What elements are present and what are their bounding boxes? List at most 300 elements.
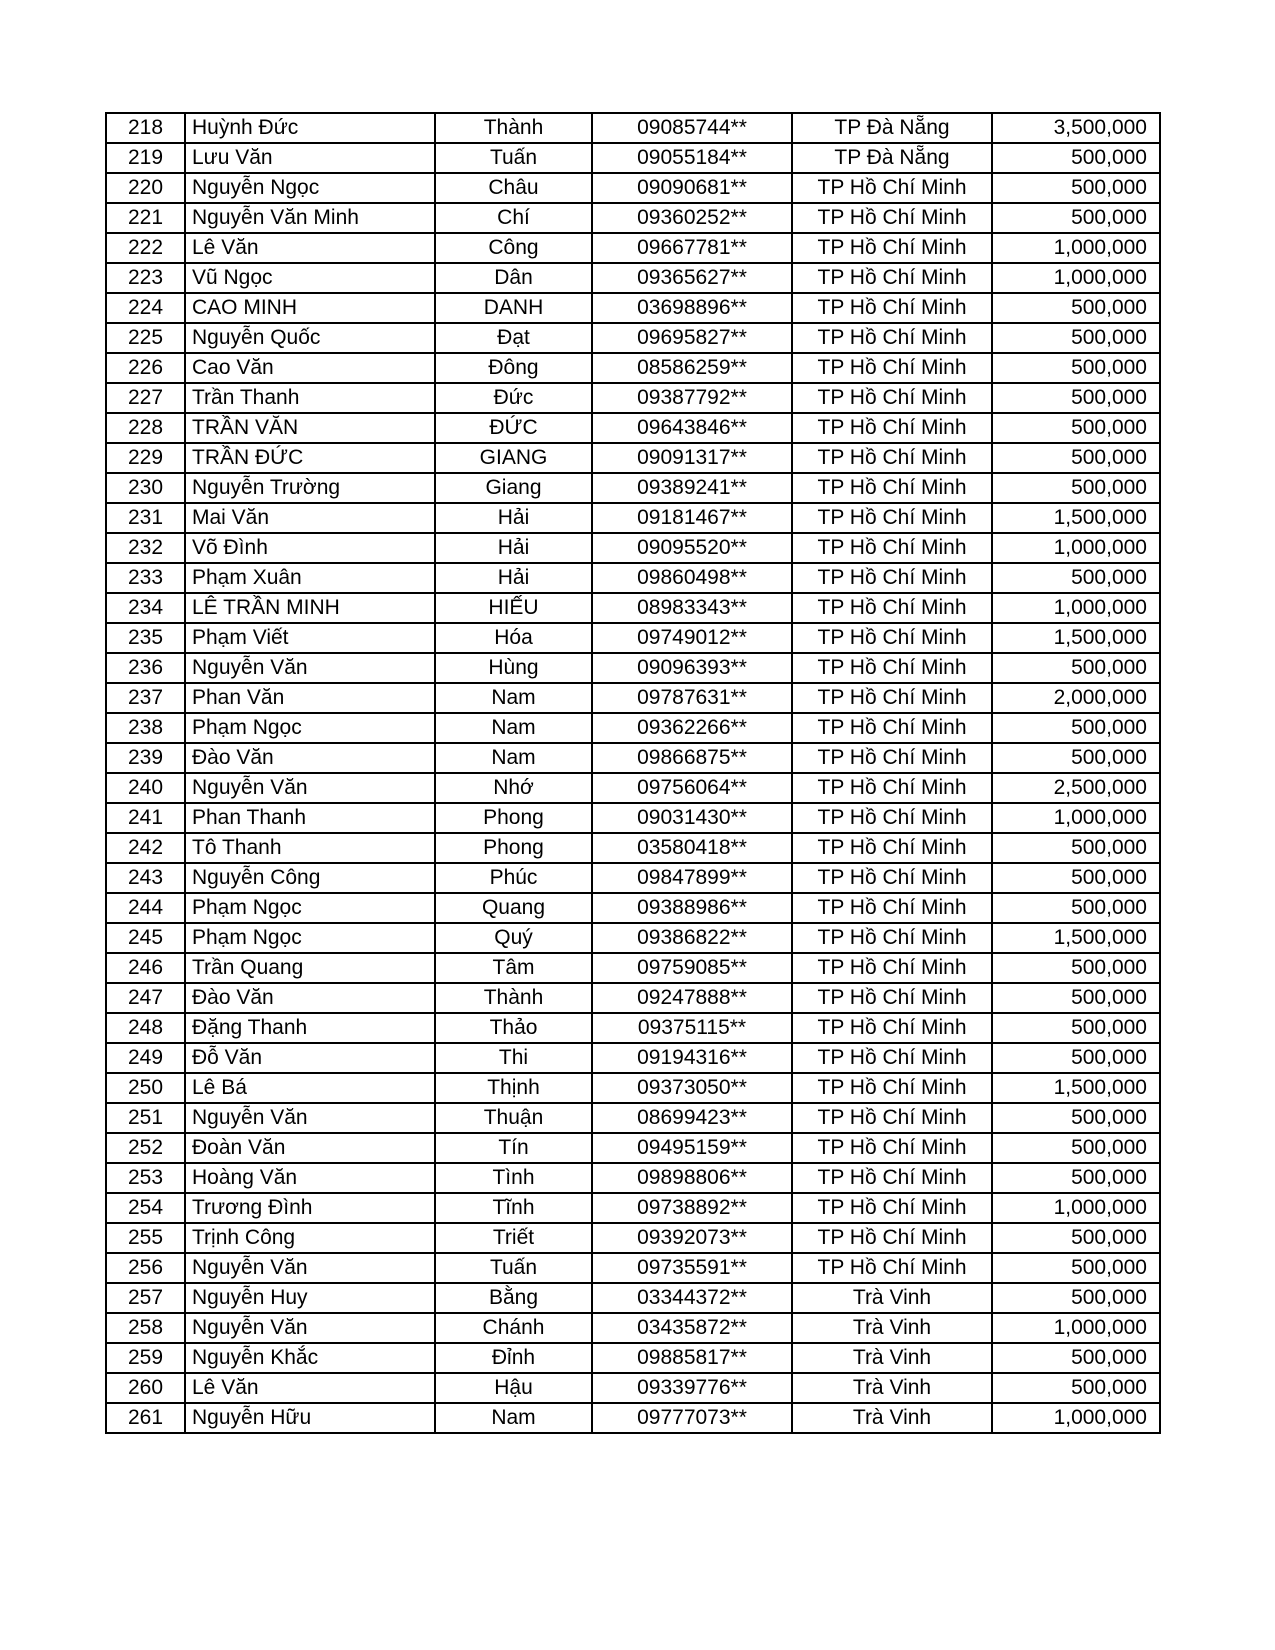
phone-cell: 03344372** <box>592 1283 792 1313</box>
first-name-cell: Quý <box>435 923 592 953</box>
amount-cell: 500,000 <box>992 323 1160 353</box>
city-cell: TP Hồ Chí Minh <box>792 593 992 623</box>
amount-cell: 1,000,000 <box>992 1193 1160 1223</box>
phone-cell: 09362266** <box>592 713 792 743</box>
phone-cell: 09339776** <box>592 1373 792 1403</box>
row-number-cell: 248 <box>106 1013 185 1043</box>
last-name-cell: TRẦN VĂN <box>185 413 435 443</box>
phone-cell: 09373050** <box>592 1073 792 1103</box>
table-row <box>106 743 1160 773</box>
donor-table-body <box>106 113 1160 1433</box>
amount-cell: 500,000 <box>992 1043 1160 1073</box>
amount-cell: 500,000 <box>992 353 1160 383</box>
city-cell: TP Hồ Chí Minh <box>792 563 992 593</box>
table-row <box>106 623 1160 653</box>
phone-cell: 09860498** <box>592 563 792 593</box>
row-number-cell: 218 <box>106 113 185 143</box>
city-cell: Trà Vinh <box>792 1403 992 1433</box>
first-name-cell: GIANG <box>435 443 592 473</box>
last-name-cell: Nguyễn Hữu <box>185 1403 435 1433</box>
amount-cell: 500,000 <box>992 863 1160 893</box>
table-row <box>106 293 1160 323</box>
first-name-cell: Thuận <box>435 1103 592 1133</box>
first-name-cell: Thành <box>435 113 592 143</box>
amount-cell: 1,000,000 <box>992 1403 1160 1433</box>
row-number-cell: 223 <box>106 263 185 293</box>
last-name-cell: Phạm Xuân <box>185 563 435 593</box>
row-number-cell: 230 <box>106 473 185 503</box>
amount-cell: 500,000 <box>992 203 1160 233</box>
city-cell: TP Đà Nẵng <box>792 143 992 173</box>
last-name-cell: Nguyễn Ngọc <box>185 173 435 203</box>
table-row <box>106 833 1160 863</box>
phone-cell: 09031430** <box>592 803 792 833</box>
amount-cell: 1,500,000 <box>992 1073 1160 1103</box>
row-number-cell: 227 <box>106 383 185 413</box>
first-name-cell: Châu <box>435 173 592 203</box>
last-name-cell: Nguyễn Huy <box>185 1283 435 1313</box>
row-number-cell: 235 <box>106 623 185 653</box>
city-cell: TP Hồ Chí Minh <box>792 1073 992 1103</box>
amount-cell: 500,000 <box>992 293 1160 323</box>
row-number-cell: 226 <box>106 353 185 383</box>
amount-cell: 500,000 <box>992 983 1160 1013</box>
row-number-cell: 219 <box>106 143 185 173</box>
last-name-cell: Nguyễn Công <box>185 863 435 893</box>
first-name-cell: Tâm <box>435 953 592 983</box>
city-cell: TP Hồ Chí Minh <box>792 473 992 503</box>
table-row <box>106 1073 1160 1103</box>
last-name-cell: Đào Văn <box>185 743 435 773</box>
phone-cell: 09091317** <box>592 443 792 473</box>
city-cell: Trà Vinh <box>792 1313 992 1343</box>
table-row <box>106 863 1160 893</box>
first-name-cell: Đức <box>435 383 592 413</box>
last-name-cell: Trần Quang <box>185 953 435 983</box>
table-row <box>106 1283 1160 1313</box>
city-cell: TP Hồ Chí Minh <box>792 1103 992 1133</box>
first-name-cell: Hải <box>435 563 592 593</box>
phone-cell: 03698896** <box>592 293 792 323</box>
amount-cell: 500,000 <box>992 893 1160 923</box>
row-number-cell: 250 <box>106 1073 185 1103</box>
phone-cell: 09090681** <box>592 173 792 203</box>
phone-cell: 09738892** <box>592 1193 792 1223</box>
phone-cell: 09695827** <box>592 323 792 353</box>
first-name-cell: Tình <box>435 1163 592 1193</box>
table-row <box>106 773 1160 803</box>
row-number-cell: 247 <box>106 983 185 1013</box>
city-cell: TP Hồ Chí Minh <box>792 353 992 383</box>
first-name-cell: ĐỨC <box>435 413 592 443</box>
last-name-cell: LÊ TRẦN MINH <box>185 593 435 623</box>
first-name-cell: Tuấn <box>435 143 592 173</box>
last-name-cell: Trương Đình <box>185 1193 435 1223</box>
first-name-cell: Nhớ <box>435 773 592 803</box>
amount-cell: 1,500,000 <box>992 923 1160 953</box>
city-cell: TP Đà Nẵng <box>792 113 992 143</box>
city-cell: Trà Vinh <box>792 1373 992 1403</box>
row-number-cell: 233 <box>106 563 185 593</box>
first-name-cell: Hậu <box>435 1373 592 1403</box>
amount-cell: 500,000 <box>992 473 1160 503</box>
phone-cell: 09389241** <box>592 473 792 503</box>
row-number-cell: 245 <box>106 923 185 953</box>
amount-cell: 1,000,000 <box>992 233 1160 263</box>
phone-cell: 09756064** <box>592 773 792 803</box>
first-name-cell: Bằng <box>435 1283 592 1313</box>
table-row <box>106 1193 1160 1223</box>
first-name-cell: Hóa <box>435 623 592 653</box>
city-cell: TP Hồ Chí Minh <box>792 233 992 263</box>
amount-cell: 1,000,000 <box>992 263 1160 293</box>
row-number-cell: 238 <box>106 713 185 743</box>
city-cell: TP Hồ Chí Minh <box>792 503 992 533</box>
last-name-cell: Lê Văn <box>185 233 435 263</box>
last-name-cell: CAO MINH <box>185 293 435 323</box>
amount-cell: 500,000 <box>992 1253 1160 1283</box>
city-cell: TP Hồ Chí Minh <box>792 1193 992 1223</box>
row-number-cell: 229 <box>106 443 185 473</box>
last-name-cell: Trịnh Công <box>185 1223 435 1253</box>
last-name-cell: TRẦN ĐỨC <box>185 443 435 473</box>
table-row <box>106 203 1160 233</box>
row-number-cell: 261 <box>106 1403 185 1433</box>
phone-cell: 09866875** <box>592 743 792 773</box>
city-cell: TP Hồ Chí Minh <box>792 1253 992 1283</box>
city-cell: TP Hồ Chí Minh <box>792 323 992 353</box>
first-name-cell: Tĩnh <box>435 1193 592 1223</box>
amount-cell: 500,000 <box>992 1163 1160 1193</box>
table-row <box>106 893 1160 923</box>
last-name-cell: Lê Văn <box>185 1373 435 1403</box>
last-name-cell: Phan Văn <box>185 683 435 713</box>
table-row <box>106 353 1160 383</box>
table-row <box>106 953 1160 983</box>
amount-cell: 500,000 <box>992 443 1160 473</box>
city-cell: Trà Vinh <box>792 1343 992 1373</box>
row-number-cell: 259 <box>106 1343 185 1373</box>
first-name-cell: Đông <box>435 353 592 383</box>
last-name-cell: Phạm Viết <box>185 623 435 653</box>
phone-cell: 09392073** <box>592 1223 792 1253</box>
amount-cell: 500,000 <box>992 383 1160 413</box>
amount-cell: 1,500,000 <box>992 623 1160 653</box>
row-number-cell: 221 <box>106 203 185 233</box>
phone-cell: 08699423** <box>592 1103 792 1133</box>
amount-cell: 1,500,000 <box>992 503 1160 533</box>
city-cell: TP Hồ Chí Minh <box>792 743 992 773</box>
last-name-cell: Võ Đình <box>185 533 435 563</box>
phone-cell: 09749012** <box>592 623 792 653</box>
city-cell: TP Hồ Chí Minh <box>792 653 992 683</box>
row-number-cell: 241 <box>106 803 185 833</box>
row-number-cell: 232 <box>106 533 185 563</box>
table-row <box>106 383 1160 413</box>
row-number-cell: 220 <box>106 173 185 203</box>
amount-cell: 500,000 <box>992 173 1160 203</box>
amount-cell: 3,500,000 <box>992 113 1160 143</box>
first-name-cell: Nam <box>435 743 592 773</box>
amount-cell: 1,000,000 <box>992 593 1160 623</box>
row-number-cell: 256 <box>106 1253 185 1283</box>
phone-cell: 09181467** <box>592 503 792 533</box>
amount-cell: 500,000 <box>992 743 1160 773</box>
row-number-cell: 252 <box>106 1133 185 1163</box>
city-cell: TP Hồ Chí Minh <box>792 863 992 893</box>
row-number-cell: 243 <box>106 863 185 893</box>
phone-cell: 09495159** <box>592 1133 792 1163</box>
table-row <box>106 1163 1160 1193</box>
first-name-cell: Hùng <box>435 653 592 683</box>
table-row <box>106 263 1160 293</box>
row-number-cell: 224 <box>106 293 185 323</box>
amount-cell: 2,000,000 <box>992 683 1160 713</box>
table-row <box>106 1343 1160 1373</box>
city-cell: TP Hồ Chí Minh <box>792 383 992 413</box>
phone-cell: 09085744** <box>592 113 792 143</box>
row-number-cell: 254 <box>106 1193 185 1223</box>
first-name-cell: Quang <box>435 893 592 923</box>
last-name-cell: Lưu Văn <box>185 143 435 173</box>
row-number-cell: 234 <box>106 593 185 623</box>
table-row <box>106 1223 1160 1253</box>
first-name-cell: Giang <box>435 473 592 503</box>
table-row <box>106 593 1160 623</box>
city-cell: TP Hồ Chí Minh <box>792 953 992 983</box>
last-name-cell: Nguyễn Văn <box>185 1103 435 1133</box>
last-name-cell: Huỳnh Đức <box>185 113 435 143</box>
first-name-cell: Triết <box>435 1223 592 1253</box>
amount-cell: 500,000 <box>992 953 1160 983</box>
table-row <box>106 113 1160 143</box>
row-number-cell: 249 <box>106 1043 185 1073</box>
amount-cell: 500,000 <box>992 833 1160 863</box>
amount-cell: 500,000 <box>992 1103 1160 1133</box>
donor-table <box>105 112 1161 1434</box>
amount-cell: 500,000 <box>992 1343 1160 1373</box>
amount-cell: 1,000,000 <box>992 803 1160 833</box>
phone-cell: 09898806** <box>592 1163 792 1193</box>
first-name-cell: Hải <box>435 503 592 533</box>
last-name-cell: Nguyễn Văn <box>185 653 435 683</box>
first-name-cell: Công <box>435 233 592 263</box>
row-number-cell: 257 <box>106 1283 185 1313</box>
last-name-cell: Nguyễn Trường <box>185 473 435 503</box>
phone-cell: 03580418** <box>592 833 792 863</box>
phone-cell: 09847899** <box>592 863 792 893</box>
row-number-cell: 222 <box>106 233 185 263</box>
first-name-cell: Dân <box>435 263 592 293</box>
row-number-cell: 228 <box>106 413 185 443</box>
phone-cell: 09643846** <box>592 413 792 443</box>
row-number-cell: 253 <box>106 1163 185 1193</box>
last-name-cell: Đặng Thanh <box>185 1013 435 1043</box>
table-row <box>106 713 1160 743</box>
table-row <box>106 1013 1160 1043</box>
city-cell: TP Hồ Chí Minh <box>792 533 992 563</box>
amount-cell: 1,000,000 <box>992 533 1160 563</box>
phone-cell: 09096393** <box>592 653 792 683</box>
last-name-cell: Phạm Ngọc <box>185 713 435 743</box>
last-name-cell: Nguyễn Khắc <box>185 1343 435 1373</box>
first-name-cell: Chánh <box>435 1313 592 1343</box>
first-name-cell: Thành <box>435 983 592 1013</box>
last-name-cell: Phan Thanh <box>185 803 435 833</box>
city-cell: TP Hồ Chí Minh <box>792 833 992 863</box>
city-cell: TP Hồ Chí Minh <box>792 443 992 473</box>
last-name-cell: Nguyễn Văn <box>185 773 435 803</box>
last-name-cell: Cao Văn <box>185 353 435 383</box>
city-cell: TP Hồ Chí Minh <box>792 263 992 293</box>
row-number-cell: 251 <box>106 1103 185 1133</box>
last-name-cell: Đoàn Văn <box>185 1133 435 1163</box>
phone-cell: 03435872** <box>592 1313 792 1343</box>
phone-cell: 09375115** <box>592 1013 792 1043</box>
table-row <box>106 1103 1160 1133</box>
phone-cell: 08586259** <box>592 353 792 383</box>
phone-cell: 09360252** <box>592 203 792 233</box>
amount-cell: 500,000 <box>992 1373 1160 1403</box>
row-number-cell: 246 <box>106 953 185 983</box>
row-number-cell: 244 <box>106 893 185 923</box>
last-name-cell: Vũ Ngọc <box>185 263 435 293</box>
amount-cell: 1,000,000 <box>992 1313 1160 1343</box>
amount-cell: 500,000 <box>992 1283 1160 1313</box>
amount-cell: 500,000 <box>992 1223 1160 1253</box>
first-name-cell: Nam <box>435 683 592 713</box>
table-row <box>106 1253 1160 1283</box>
amount-cell: 500,000 <box>992 1013 1160 1043</box>
first-name-cell: Thi <box>435 1043 592 1073</box>
city-cell: TP Hồ Chí Minh <box>792 623 992 653</box>
table-row <box>106 683 1160 713</box>
phone-cell: 09387792** <box>592 383 792 413</box>
city-cell: TP Hồ Chí Minh <box>792 413 992 443</box>
table-row <box>106 803 1160 833</box>
table-row <box>106 473 1160 503</box>
phone-cell: 09386822** <box>592 923 792 953</box>
row-number-cell: 260 <box>106 1373 185 1403</box>
phone-cell: 09667781** <box>592 233 792 263</box>
amount-cell: 500,000 <box>992 563 1160 593</box>
city-cell: Trà Vinh <box>792 1283 992 1313</box>
row-number-cell: 225 <box>106 323 185 353</box>
last-name-cell: Nguyễn Văn Minh <box>185 203 435 233</box>
table-row <box>106 503 1160 533</box>
last-name-cell: Nguyễn Văn <box>185 1253 435 1283</box>
row-number-cell: 239 <box>106 743 185 773</box>
table-row <box>106 1403 1160 1433</box>
city-cell: TP Hồ Chí Minh <box>792 773 992 803</box>
first-name-cell: Tín <box>435 1133 592 1163</box>
city-cell: TP Hồ Chí Minh <box>792 293 992 323</box>
first-name-cell: Hải <box>435 533 592 563</box>
city-cell: TP Hồ Chí Minh <box>792 173 992 203</box>
row-number-cell: 236 <box>106 653 185 683</box>
city-cell: TP Hồ Chí Minh <box>792 713 992 743</box>
city-cell: TP Hồ Chí Minh <box>792 1163 992 1193</box>
phone-cell: 09194316** <box>592 1043 792 1073</box>
city-cell: TP Hồ Chí Minh <box>792 1013 992 1043</box>
table-row <box>106 923 1160 953</box>
amount-cell: 500,000 <box>992 713 1160 743</box>
phone-cell: 09095520** <box>592 533 792 563</box>
table-row <box>106 323 1160 353</box>
phone-cell: 09787631** <box>592 683 792 713</box>
table-row <box>106 533 1160 563</box>
table-row <box>106 443 1160 473</box>
first-name-cell: Thịnh <box>435 1073 592 1103</box>
last-name-cell: Phạm Ngọc <box>185 923 435 953</box>
row-number-cell: 242 <box>106 833 185 863</box>
row-number-cell: 240 <box>106 773 185 803</box>
table-row <box>106 1313 1160 1343</box>
phone-cell: 09885817** <box>592 1343 792 1373</box>
city-cell: TP Hồ Chí Minh <box>792 1133 992 1163</box>
first-name-cell: HIẾU <box>435 593 592 623</box>
first-name-cell: Nam <box>435 1403 592 1433</box>
city-cell: TP Hồ Chí Minh <box>792 1223 992 1253</box>
first-name-cell: Thảo <box>435 1013 592 1043</box>
amount-cell: 500,000 <box>992 413 1160 443</box>
table-row <box>106 1373 1160 1403</box>
last-name-cell: Đỗ Văn <box>185 1043 435 1073</box>
phone-cell: 09735591** <box>592 1253 792 1283</box>
table-row <box>106 173 1160 203</box>
table-row <box>106 653 1160 683</box>
city-cell: TP Hồ Chí Minh <box>792 983 992 1013</box>
last-name-cell: Hoàng Văn <box>185 1163 435 1193</box>
city-cell: TP Hồ Chí Minh <box>792 203 992 233</box>
phone-cell: 09759085** <box>592 953 792 983</box>
phone-cell: 09365627** <box>592 263 792 293</box>
phone-cell: 09055184** <box>592 143 792 173</box>
first-name-cell: Phong <box>435 803 592 833</box>
last-name-cell: Nguyễn Văn <box>185 1313 435 1343</box>
phone-cell: 09247888** <box>592 983 792 1013</box>
first-name-cell: Đạt <box>435 323 592 353</box>
first-name-cell: Phong <box>435 833 592 863</box>
first-name-cell: Đỉnh <box>435 1343 592 1373</box>
table-row <box>106 233 1160 263</box>
amount-cell: 2,500,000 <box>992 773 1160 803</box>
first-name-cell: Phúc <box>435 863 592 893</box>
row-number-cell: 258 <box>106 1313 185 1343</box>
first-name-cell: Nam <box>435 713 592 743</box>
city-cell: TP Hồ Chí Minh <box>792 923 992 953</box>
row-number-cell: 255 <box>106 1223 185 1253</box>
phone-cell: 09388986** <box>592 893 792 923</box>
city-cell: TP Hồ Chí Minh <box>792 1043 992 1073</box>
table-row <box>106 413 1160 443</box>
table-row <box>106 1043 1160 1073</box>
last-name-cell: Mai Văn <box>185 503 435 533</box>
first-name-cell: Tuấn <box>435 1253 592 1283</box>
phone-cell: 09777073** <box>592 1403 792 1433</box>
city-cell: TP Hồ Chí Minh <box>792 893 992 923</box>
first-name-cell: DANH <box>435 293 592 323</box>
phone-cell: 08983343** <box>592 593 792 623</box>
last-name-cell: Trần Thanh <box>185 383 435 413</box>
city-cell: TP Hồ Chí Minh <box>792 683 992 713</box>
first-name-cell: Chí <box>435 203 592 233</box>
table-row <box>106 563 1160 593</box>
amount-cell: 500,000 <box>992 143 1160 173</box>
last-name-cell: Tô Thanh <box>185 833 435 863</box>
last-name-cell: Nguyễn Quốc <box>185 323 435 353</box>
amount-cell: 500,000 <box>992 1133 1160 1163</box>
